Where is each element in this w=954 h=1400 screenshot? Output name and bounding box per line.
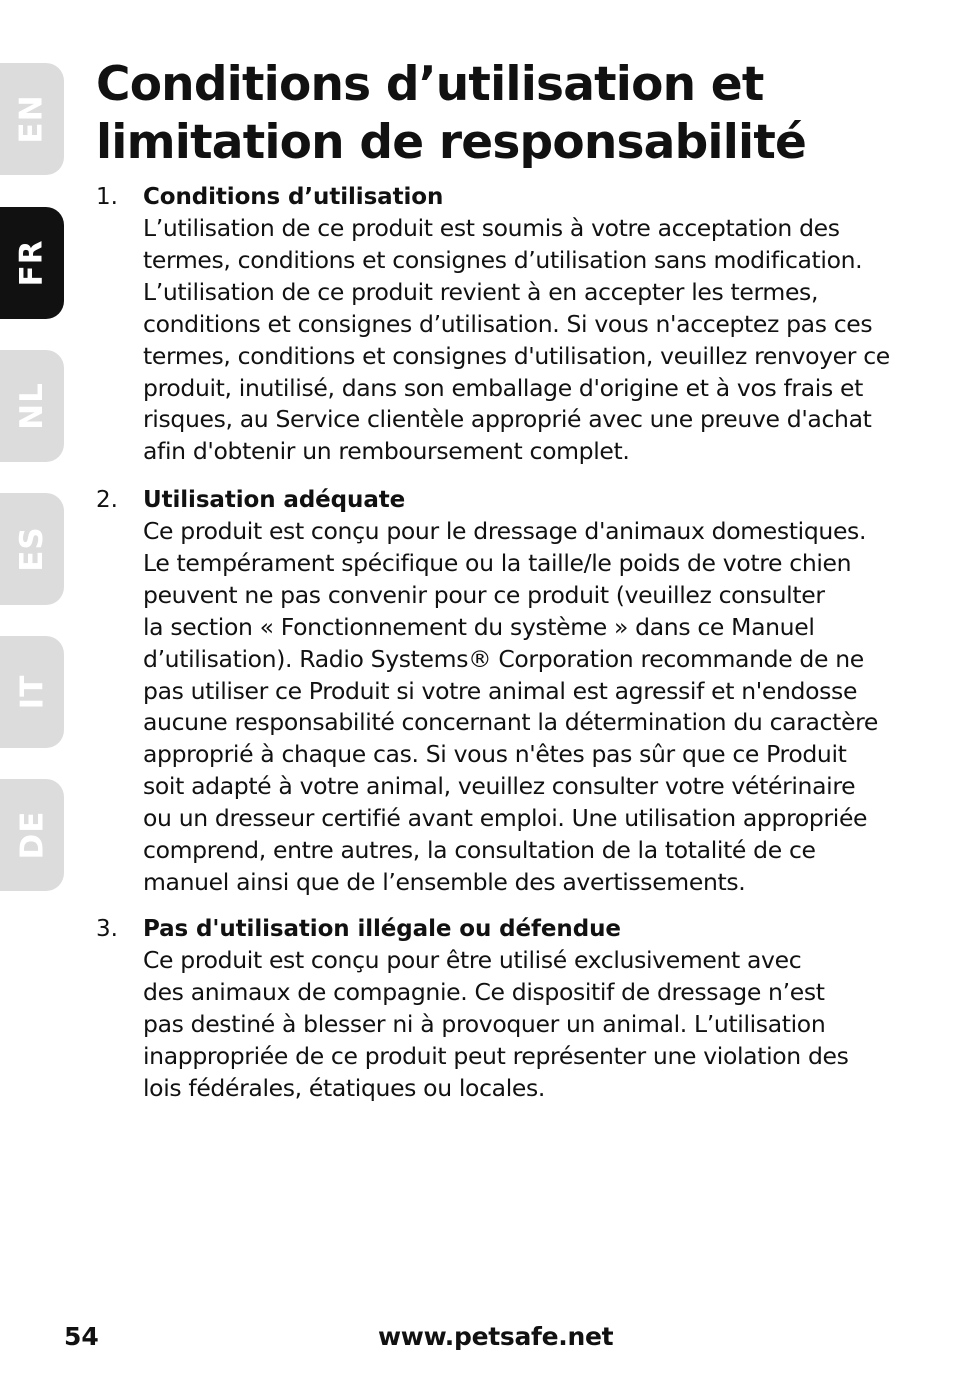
section-number: 2. [96,487,118,513]
language-tab-it[interactable] [0,636,64,748]
language-tab-label: DE [13,810,50,860]
language-tab-label: IT [14,674,50,710]
page-title: Conditions d’utilisation et limitation de responsabilité [96,57,807,170]
language-tab-en[interactable] [0,63,64,175]
section-heading: Utilisation adéquate [143,487,406,513]
section-body: Ce produit est conçu pour le dressage d'animaux domestiques. Le tempérament spécifique ou la taille/le poids de votre chien peuvent ne pas convenir pour ce produit (veuillez consulter la section « Fonctionnement du système » dans ce Manuel d’utilisation). Radio Systems® Corporation recommande de ne pas utiliser ce Produit si votre animal est agressif et n'endosse aucune responsabilité concernant la détermination du caractère approprié à chaque cas. Si vous n'êtes pas sûr que ce Produit soit adapté à votre animal, veuillez consulter votre vétérinaire ou un dresseur certifié avant emploi. Une utilisation appropriée comprend, entre autres, la consultation de la totalité de ce manuel ainsi que de l’ensemble des avertissements. [143,517,879,896]
section-number: 3. [96,916,118,942]
section-number: 1. [96,184,118,210]
language-tab-label: NL [13,382,50,430]
section-heading: Pas d'utilisation illégale ou défendue [143,916,621,942]
language-tab-nl[interactable] [0,350,64,462]
language-tab-es[interactable] [0,493,64,605]
language-tab-de[interactable] [0,779,64,891]
section-body: L’utilisation de ce produit est soumis à votre acceptation des termes, conditions et consignes d’utilisation sans modification. L’utilisation de ce produit revient à en accepter les termes, conditions et consignes d’utilisation. Si vous n'acceptez pas ces termes, conditions et consignes d'utilisation, veuillez renvoyer ce produit, inutilisé, dans son emballage d'origine et à vos frais et risques, au Service clientèle approprié avec une preuve d'achat afin d'obtenir un remboursement complet. [143,214,890,466]
section-body: Ce produit est conçu pour être utilisé exclusivement avec des animaux de compagnie. Ce dispositif de dressage n’est pas destiné à blesser ni à provoquer un animal. L’utilisation inappropriée de ce produit peut représenter une violation des lois fédérales, étatiques ou locales. [143,946,849,1102]
section-proper-use [96,484,906,899]
website-url[interactable]: www.petsafe.net [378,1322,614,1351]
section-conditions [96,181,906,468]
section-illegal-use [96,913,906,1105]
page-number: 54 [64,1322,99,1351]
language-tab-fr[interactable] [0,207,64,319]
language-tabs [0,0,64,1400]
language-tab-label: EN [14,94,50,144]
language-tab-label: FR [13,239,50,287]
language-tab-label: ES [13,526,50,572]
section-heading: Conditions d’utilisation [143,184,444,210]
